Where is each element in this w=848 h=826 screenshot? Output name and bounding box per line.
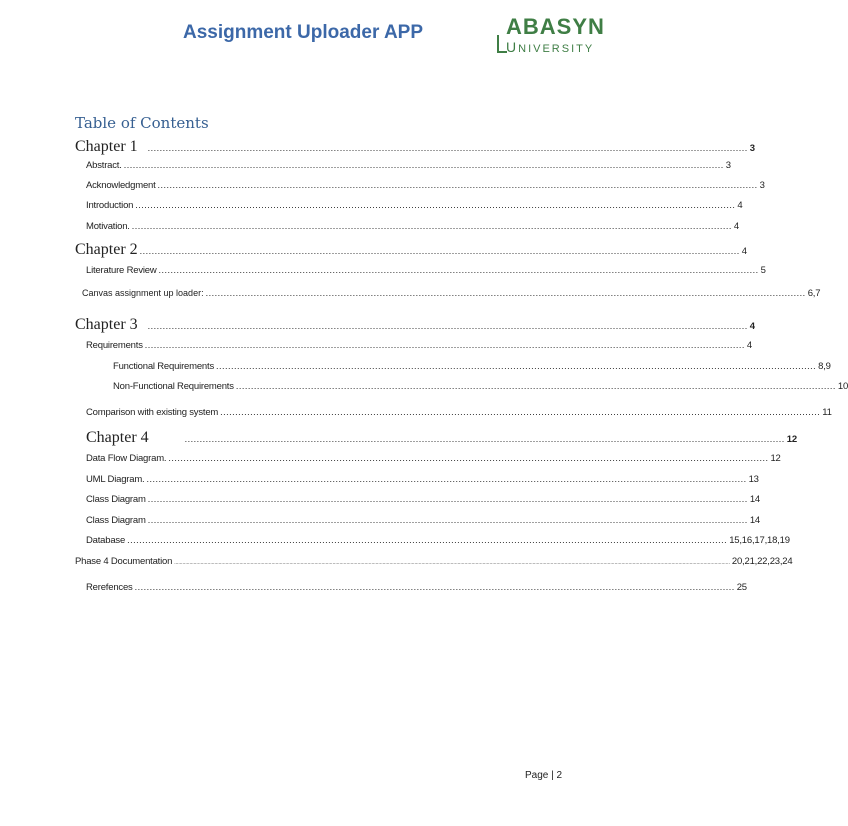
toc-leader-dots: ........................................................................................................................................................................................................ bbox=[220, 407, 821, 417]
toc-leader-dots: ................................................................................................................................................................................................................................................................................................................................................................................................................ bbox=[174, 560, 730, 566]
toc-entry-label: Acknowledgment bbox=[86, 180, 156, 191]
toc-leader-dots: ........................................................................................................................................................................................................ bbox=[157, 180, 758, 190]
toc-entry-comparison[interactable] bbox=[86, 407, 832, 418]
toc-entry-label: Chapter 4 bbox=[86, 429, 149, 446]
toc-leader-dots: ........................................................................................................................................................................................................ bbox=[135, 200, 736, 210]
university-logo bbox=[497, 14, 605, 55]
toc-entry-label: Requirements bbox=[86, 340, 143, 351]
toc-leader-dots: ........................................................................................................................................................................................................ bbox=[134, 582, 735, 592]
toc-entry-page: 20,21,22,23,24 bbox=[731, 556, 793, 567]
toc-entry-label: Canvas assignment up loader: bbox=[82, 288, 204, 298]
toc-leader-dots: ........................................................................................................................................................................................................ bbox=[139, 246, 740, 256]
toc-entry-acknowledgment[interactable] bbox=[86, 180, 765, 191]
toc-entry-canvas-uploader[interactable] bbox=[82, 288, 821, 299]
toc-leader-dots: ........................................................................................................................................................................................................ bbox=[131, 221, 732, 231]
toc-entry-functional-requirements[interactable] bbox=[113, 361, 831, 372]
toc-leader-dots: ........................................................................................................................................................................................................ bbox=[147, 143, 748, 153]
toc-entry-page: 4 bbox=[746, 340, 752, 351]
toc-entry-page: 3 bbox=[725, 160, 731, 171]
toc-entry-page: 4 bbox=[749, 321, 755, 332]
logo-name: ABASYN bbox=[506, 14, 605, 39]
logo-subtitle: UNIVERSITY bbox=[506, 39, 595, 55]
toc-entry-page: 8,9 bbox=[818, 361, 831, 372]
toc-leader-dots: ........................................................................................................................................................................................................ bbox=[205, 288, 806, 298]
toc-entry-chapter-1[interactable] bbox=[75, 138, 755, 156]
toc-entry-introduction[interactable] bbox=[86, 200, 743, 211]
toc-entry-phase-4-documentation[interactable] bbox=[75, 556, 793, 567]
toc-leader-dots: ........................................................................................................................................................................................................ bbox=[235, 381, 836, 391]
toc-leader-dots: ........................................................................................................................................................................................................ bbox=[146, 474, 747, 484]
toc-entry-label: Class Diagram bbox=[86, 494, 146, 505]
toc-leader-dots: ........................................................................................................................................................................................................ bbox=[127, 535, 728, 545]
document-header-title: Assignment Uploader APP bbox=[183, 22, 424, 43]
toc-entry-label: Non-Functional Requirements bbox=[113, 381, 234, 392]
toc-leader-dots: ........................................................................................................................................................................................................ bbox=[158, 265, 759, 275]
toc-entry-label: Motivation. bbox=[86, 221, 130, 232]
toc-entry-requirements[interactable] bbox=[86, 340, 752, 351]
toc-heading: Table of Contents bbox=[75, 114, 209, 132]
toc-leader-dots: ........................................................................................................................................................................................................ bbox=[184, 434, 785, 444]
toc-entry-page: 13 bbox=[748, 474, 759, 485]
toc-entry-page: 11 bbox=[822, 407, 832, 418]
toc-entry-database[interactable] bbox=[86, 535, 790, 546]
toc-entry-class-diagram[interactable] bbox=[86, 494, 760, 505]
toc-leader-dots: ........................................................................................................................................................................................................ bbox=[216, 361, 817, 371]
toc-entry-label: Class Diagram bbox=[86, 515, 146, 526]
toc-entry-page: 14 bbox=[749, 515, 760, 526]
toc-leader-dots: ........................................................................................................................................................................................................ bbox=[147, 515, 748, 525]
toc-entry-references[interactable] bbox=[86, 582, 747, 593]
toc-entry-page: 5 bbox=[760, 265, 766, 276]
toc-leader-dots: ........................................................................................................................................................................................................ bbox=[147, 494, 748, 504]
toc-entry-label: Phase 4 Documentation bbox=[75, 556, 173, 567]
toc-entry-page: 14 bbox=[749, 494, 760, 505]
page-number: Page | 2 bbox=[525, 770, 563, 781]
toc-entry-page: 15,16,17,18,19 bbox=[729, 535, 790, 546]
toc-entry-chapter-3[interactable] bbox=[75, 316, 755, 334]
toc-entry-label: Database bbox=[86, 535, 126, 546]
toc-entry-page: 4 bbox=[737, 200, 743, 211]
toc-entry-page: 12 bbox=[770, 453, 781, 464]
toc-entry-class-diagram-2[interactable] bbox=[86, 515, 760, 526]
toc-entry-label: Data Flow Diagram. bbox=[86, 453, 167, 464]
toc-entry-label: Chapter 2 bbox=[75, 241, 138, 258]
toc-entry-label: Introduction bbox=[86, 200, 134, 211]
toc-entry-non-functional-requirements[interactable] bbox=[113, 381, 848, 392]
toc-entry-label: Rerefences bbox=[86, 582, 133, 593]
toc-leader-dots: ........................................................................................................................................................................................................ bbox=[147, 321, 748, 331]
toc-entry-page: 25 bbox=[736, 582, 747, 593]
toc-entry-page: 6,7 bbox=[807, 288, 821, 299]
toc-entry-literature-review[interactable] bbox=[86, 265, 766, 276]
toc-entry-label: Chapter 1 bbox=[75, 138, 138, 155]
toc-entry-page: 4 bbox=[733, 221, 739, 232]
toc-entry-page: 4 bbox=[741, 246, 747, 257]
toc-entry-page: 10 bbox=[837, 381, 848, 392]
toc-leader-dots: ........................................................................................................................................................................................................ bbox=[123, 160, 724, 170]
toc-entry-chapter-2[interactable] bbox=[75, 241, 747, 259]
toc-entry-page: 3 bbox=[749, 143, 755, 154]
toc-entry-motivation[interactable] bbox=[86, 221, 739, 232]
toc-entry-label: Literature Review bbox=[86, 265, 157, 276]
toc-entry-label: UML Diagram. bbox=[86, 474, 145, 485]
toc-entry-label: Functional Requirements bbox=[113, 361, 215, 372]
toc-entry-data-flow-diagram[interactable] bbox=[86, 453, 781, 464]
toc-entry-chapter-4[interactable] bbox=[86, 429, 797, 447]
toc-entry-label: Abstract. bbox=[86, 160, 122, 171]
toc-entry-abstract[interactable] bbox=[86, 160, 731, 171]
toc-entry-label: Chapter 3 bbox=[75, 316, 138, 333]
toc-entry-uml-diagram[interactable] bbox=[86, 474, 759, 485]
toc-leader-dots: ........................................................................................................................................................................................................ bbox=[168, 453, 769, 463]
toc-entry-page: 12 bbox=[786, 434, 797, 445]
toc-entry-label: Comparison with existing system bbox=[86, 407, 219, 418]
toc-leader-dots: ........................................................................................................................................................................................................ bbox=[144, 340, 745, 350]
toc-entry-page: 3 bbox=[759, 180, 765, 191]
